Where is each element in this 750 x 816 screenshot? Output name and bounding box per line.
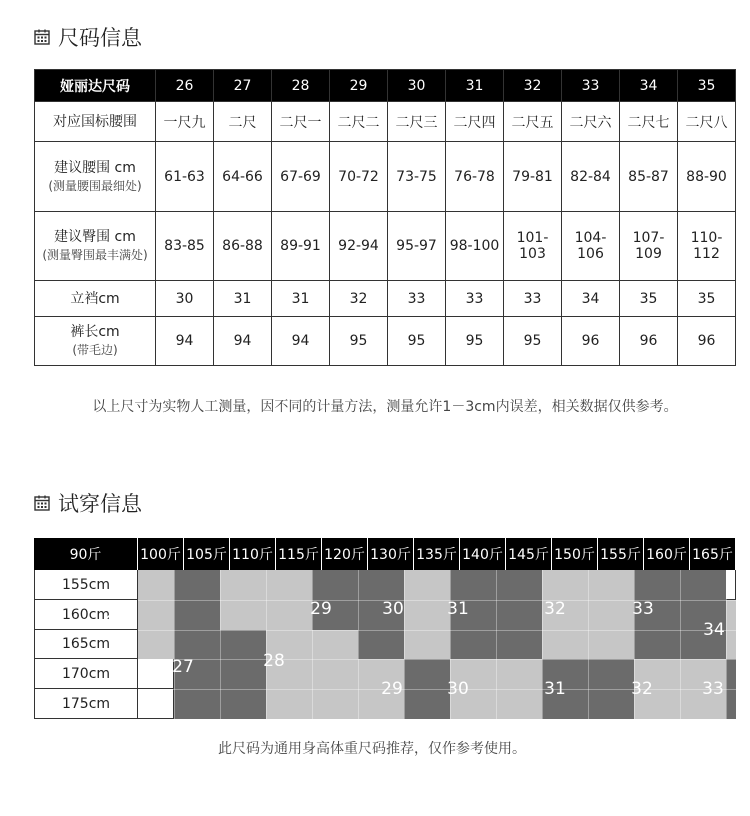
size-table-row xyxy=(35,102,736,142)
size-value-cell: 83-85 xyxy=(156,212,214,281)
size-table-row xyxy=(35,142,736,212)
grid-line xyxy=(404,570,405,719)
grid-line xyxy=(358,570,359,719)
size-value-cell: 86-88 xyxy=(214,212,272,281)
grid-line xyxy=(680,570,681,719)
fit-cell xyxy=(138,630,174,659)
weight-header-cell: 110斤 xyxy=(230,538,276,570)
fit-cell xyxy=(404,570,450,600)
fit-cell xyxy=(496,689,542,719)
size-table xyxy=(34,69,736,366)
fit-cell xyxy=(726,630,736,659)
grid-line xyxy=(174,570,175,719)
size-value-cell: 101-103 xyxy=(504,212,562,281)
row-label-text: 建议腰围 cm xyxy=(54,159,136,176)
fit-size-label: 28 xyxy=(263,651,285,671)
weight-header-cell: 150斤 xyxy=(552,538,598,570)
fit-cell xyxy=(404,659,450,689)
size-value-cell: 31 xyxy=(214,281,272,317)
fit-cell xyxy=(138,570,174,600)
size-value-cell: 94 xyxy=(214,317,272,366)
fit-cell xyxy=(174,570,220,600)
fit-size-label: 30 xyxy=(447,679,469,699)
grid-line xyxy=(266,570,267,719)
size-value-cell: 67-69 xyxy=(272,142,330,212)
fit-cell xyxy=(496,630,542,659)
size-header-cell: 32 xyxy=(504,70,562,102)
size-value-cell: 35 xyxy=(620,281,678,317)
fit-cell xyxy=(726,659,736,689)
fit-cell xyxy=(138,689,174,719)
size-value-cell: 95-97 xyxy=(388,212,446,281)
weight-header-cell: 105斤 xyxy=(184,538,230,570)
size-value-cell: 二尺四 xyxy=(446,102,504,142)
fit-size-label: 31 xyxy=(447,599,469,619)
fit-cell xyxy=(450,570,496,600)
size-value-cell: 95 xyxy=(446,317,504,366)
grid-line xyxy=(496,570,497,719)
weight-header-cell: 100斤 xyxy=(138,538,184,570)
size-value-cell: 二尺三 xyxy=(388,102,446,142)
fit-size-label: 27 xyxy=(172,657,194,677)
size-header-cell: 29 xyxy=(330,70,388,102)
size-value-cell: 95 xyxy=(504,317,562,366)
fit-cell xyxy=(496,570,542,600)
row-label-text: 裤长cm xyxy=(70,324,120,340)
height-label-cell: 155cm xyxy=(34,570,138,600)
size-header-cell: 26 xyxy=(156,70,214,102)
size-value-cell: 31 xyxy=(272,281,330,317)
size-value-cell: 88-90 xyxy=(678,142,736,212)
fit-cell xyxy=(542,630,588,659)
size-value-cell: 二尺七 xyxy=(620,102,678,142)
size-value-cell: 94 xyxy=(272,317,330,366)
row-label-subtext: (测量腰围最细处) xyxy=(48,178,142,193)
size-value-cell: 92-94 xyxy=(330,212,388,281)
height-label-cell: 175cm xyxy=(34,689,138,719)
fit-cell xyxy=(312,689,358,719)
size-value-cell: 96 xyxy=(620,317,678,366)
size-value-cell: 二尺一 xyxy=(272,102,330,142)
fit-note: 此尺码为通用身高体重尺码推荐，仅作参考使用。 xyxy=(218,741,526,757)
fit-cell xyxy=(634,630,680,659)
weight-header-cell: 120斤 xyxy=(322,538,368,570)
fit-size-label: 29 xyxy=(381,679,403,699)
fit-cell xyxy=(404,600,450,630)
fit-cell xyxy=(588,630,634,659)
size-value-cell: 85-87 xyxy=(620,142,678,212)
fit-cell xyxy=(588,570,634,600)
fit-cell xyxy=(220,600,266,630)
size-table-row xyxy=(35,212,736,281)
size-value-cell: 64-66 xyxy=(214,142,272,212)
weight-header-cell: 130斤 xyxy=(368,538,414,570)
fit-cell xyxy=(266,570,312,600)
size-value-cell: 33 xyxy=(446,281,504,317)
size-value-cell: 30 xyxy=(156,281,214,317)
size-value-cell: 104-106 xyxy=(562,212,620,281)
fit-cell xyxy=(588,689,634,719)
fit-size-label: 32 xyxy=(631,679,653,699)
fit-size-label: 31 xyxy=(544,679,566,699)
fit-cell xyxy=(450,630,496,659)
grid-line xyxy=(726,570,727,719)
weight-header-cell: 90斤 xyxy=(34,538,138,570)
row-label-text: 立裆cm xyxy=(70,290,120,307)
row-label-text: 对应国标腰围 xyxy=(53,113,137,130)
size-value-cell: 二尺八 xyxy=(678,102,736,142)
size-value-cell: 33 xyxy=(504,281,562,317)
fit-cell xyxy=(496,659,542,689)
size-value-cell: 70-72 xyxy=(330,142,388,212)
measurement-note: 以上尺寸为实物人工测量，因不同的计量方法，测量允许1－3cm内误差，相关数据仅供参考。 xyxy=(92,399,678,415)
height-label-cell: 170cm xyxy=(34,659,138,689)
fit-cell xyxy=(174,600,220,630)
size-info-header xyxy=(34,22,142,52)
size-header-cell: 34 xyxy=(620,70,678,102)
size-value-cell: 33 xyxy=(388,281,446,317)
size-header-cell: 31 xyxy=(446,70,504,102)
weight-header-cell: 135斤 xyxy=(414,538,460,570)
grid-line xyxy=(542,570,543,719)
fit-grid xyxy=(34,538,736,719)
size-value-cell: 32 xyxy=(330,281,388,317)
fit-cell xyxy=(138,600,174,630)
fit-cell xyxy=(404,689,450,719)
weight-header-cell: 140斤 xyxy=(460,538,506,570)
size-value-cell: 二尺五 xyxy=(504,102,562,142)
fit-cell xyxy=(220,630,266,659)
row-label xyxy=(35,102,156,142)
size-table-row xyxy=(35,281,736,317)
fit-size-label: 26 xyxy=(103,606,125,626)
size-value-cell: 82-84 xyxy=(562,142,620,212)
grid-line xyxy=(138,630,736,631)
size-value-cell: 二尺 xyxy=(214,102,272,142)
size-value-cell: 96 xyxy=(562,317,620,366)
weight-header-cell: 115斤 xyxy=(276,538,322,570)
size-header-corner: 娅丽达尺码 xyxy=(35,70,156,102)
fit-size-label: 32 xyxy=(544,599,566,619)
size-value-cell: 二尺二 xyxy=(330,102,388,142)
fit-cell xyxy=(266,600,312,630)
fit-cell xyxy=(680,570,726,600)
size-value-cell: 94 xyxy=(156,317,214,366)
calendar-icon xyxy=(34,495,50,511)
row-label-text: 建议臀围 cm xyxy=(54,229,136,245)
fit-size-label: 33 xyxy=(632,599,654,619)
fit-cell xyxy=(404,630,450,659)
height-label-cell: 165cm xyxy=(34,630,138,659)
fit-size-label: 29 xyxy=(310,599,332,619)
size-header-row xyxy=(35,70,736,102)
size-value-cell: 61-63 xyxy=(156,142,214,212)
size-value-cell: 73-75 xyxy=(388,142,446,212)
fit-cell xyxy=(312,659,358,689)
row-label xyxy=(35,281,156,317)
size-value-cell: 79-81 xyxy=(504,142,562,212)
size-value-cell: 一尺九 xyxy=(156,102,214,142)
fit-cell xyxy=(358,630,404,659)
weight-header-cell: 155斤 xyxy=(598,538,644,570)
size-header-cell: 30 xyxy=(388,70,446,102)
weight-header-cell: 160斤 xyxy=(644,538,690,570)
grid-line xyxy=(220,570,221,719)
section-title: 尺码信息 xyxy=(58,26,142,50)
calendar-icon xyxy=(34,29,50,45)
weight-header-cell: 165斤 xyxy=(690,538,736,570)
grid-line xyxy=(138,659,736,660)
weight-header-cell: 145斤 xyxy=(506,538,552,570)
size-value-cell: 110-112 xyxy=(678,212,736,281)
size-value-cell: 98-100 xyxy=(446,212,504,281)
fit-cell xyxy=(312,630,358,659)
fit-cell xyxy=(588,659,634,689)
fit-cell xyxy=(220,659,266,689)
fit-cell xyxy=(358,570,404,600)
fit-cell xyxy=(588,600,634,630)
height-label-cell: 160cm xyxy=(34,600,138,630)
fit-cell xyxy=(634,570,680,600)
fit-cell xyxy=(174,630,220,659)
size-header-cell: 35 xyxy=(678,70,736,102)
fit-size-label: 30 xyxy=(382,599,404,619)
size-header-cell: 27 xyxy=(214,70,272,102)
size-value-cell: 二尺六 xyxy=(562,102,620,142)
section-title: 试穿信息 xyxy=(58,492,142,516)
size-value-cell: 34 xyxy=(562,281,620,317)
row-label-subtext: (测量臀围最丰满处) xyxy=(42,248,148,262)
fit-cell xyxy=(542,570,588,600)
size-value-cell: 95 xyxy=(388,317,446,366)
fit-cell xyxy=(726,689,736,719)
size-header-cell: 28 xyxy=(272,70,330,102)
fit-cell xyxy=(174,689,220,719)
fit-cell xyxy=(266,689,312,719)
grid-line xyxy=(312,570,313,719)
row-label xyxy=(35,142,156,212)
size-table-row xyxy=(35,317,736,366)
fit-cell xyxy=(220,689,266,719)
fit-cell xyxy=(496,600,542,630)
row-label xyxy=(35,317,156,366)
fit-size-label: 33 xyxy=(702,679,724,699)
fit-cell xyxy=(220,570,266,600)
fit-cell xyxy=(312,570,358,600)
fit-cell xyxy=(726,600,736,630)
grid-line xyxy=(588,570,589,719)
size-value-cell: 89-91 xyxy=(272,212,330,281)
size-value-cell: 35 xyxy=(678,281,736,317)
row-label xyxy=(35,212,156,281)
fit-info-header xyxy=(34,488,142,518)
fit-cell xyxy=(726,570,736,600)
row-label-subtext: (带毛边) xyxy=(72,343,118,357)
size-value-cell: 107-109 xyxy=(620,212,678,281)
size-header-cell: 33 xyxy=(562,70,620,102)
fit-size-label: 34 xyxy=(703,620,725,640)
size-value-cell: 96 xyxy=(678,317,736,366)
size-value-cell: 76-78 xyxy=(446,142,504,212)
size-value-cell: 95 xyxy=(330,317,388,366)
fit-cell xyxy=(138,659,174,689)
